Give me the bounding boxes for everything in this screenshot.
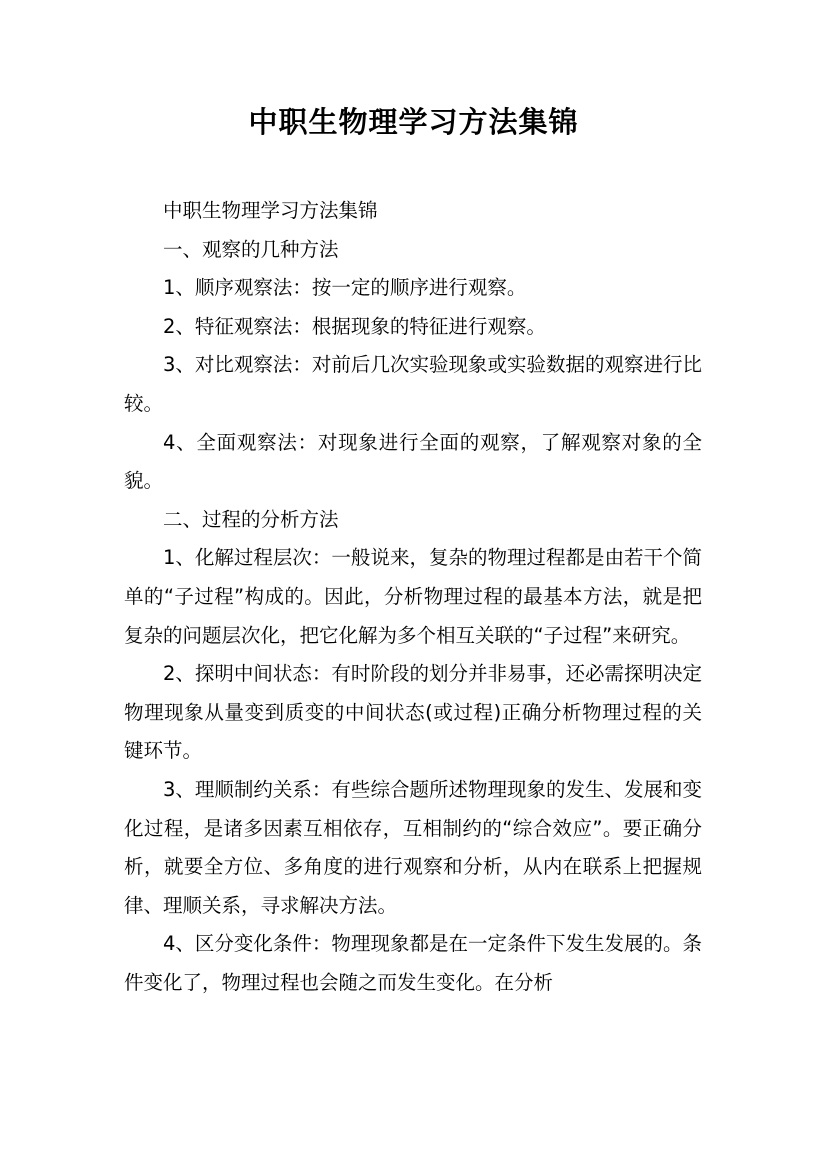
paragraph-constraint-relations: 3、理顺制约关系：有些综合题所述物理现象的发生、发展和变化过程，是诸多因素互相依存，互相制约的“综合效应”。要正确分析，就要全方位、多角度的进行观察和分析，从内在联系上把握规律、理顺关系，寻求解决方法。 bbox=[124, 777, 702, 917]
paragraph-resolve-process-levels: 1、化解过程层次：一般说来，复杂的物理过程都是由若干个简单的“子过程”构成的。因此，分析物理过程的最基本方法，就是把复杂的问题层次化，把它化解为多个相互关联的“子过程”来研究。 bbox=[124, 546, 702, 647]
paragraph-feature-observation: 2、特征观察法：根据现象的特征进行观察。 bbox=[163, 314, 546, 338]
document-title: 中职生物理学习方法集锦 bbox=[248, 105, 579, 139]
section-heading-observation: 一、观察的几种方法 bbox=[163, 237, 339, 261]
section-heading-process-analysis: 二、过程的分析方法 bbox=[163, 507, 339, 531]
paragraph-comprehensive-observation: 4、全面观察法：对现象进行全面的观察，了解观察对象的全貌。 bbox=[124, 430, 702, 493]
paragraph-change-conditions: 4、区分变化条件：物理现象都是在一定条件下发生发展的。条件变化了，物理过程也会随之而发生变化。在分析 bbox=[124, 932, 702, 994]
paragraph-intermediate-state: 2、探明中间状态：有时阶段的划分并非易事，还必需探明决定物理现象从量变到质变的中间状态(或过程)正确分析物理过程的关键环节。 bbox=[124, 662, 702, 763]
paragraph-subtitle: 中职生物理学习方法集锦 bbox=[163, 199, 378, 222]
paragraph-sequential-observation: 1、顺序观察法：按一定的顺序进行观察。 bbox=[163, 276, 527, 300]
paragraph-contrast-observation: 3、对比观察法：对前后几次实验现象或实验数据的观察进行比较。 bbox=[124, 353, 702, 415]
document-body bbox=[124, 192, 702, 1002]
